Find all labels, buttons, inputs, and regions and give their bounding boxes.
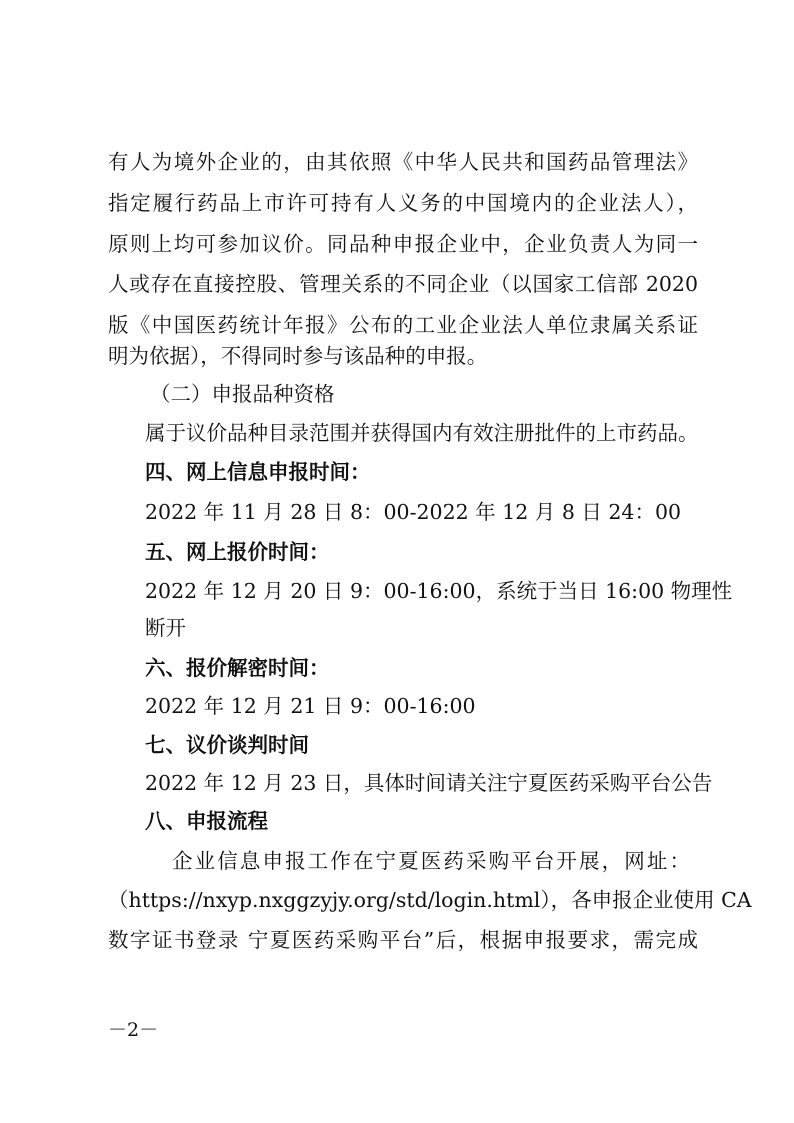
body-line: 企业信息申报工作在宁夏医药采购平台开展，网址： <box>172 849 690 873</box>
body-line: 版《中国医药统计年报》公布的工业企业法人单位隶属关系证 <box>108 313 698 337</box>
subsection-heading: （二）申报品种资格 <box>150 382 335 406</box>
page-number: －2－ <box>108 1019 159 1041</box>
section-heading: 八、申报流程 <box>145 809 268 833</box>
section-heading: 四、网上信息申报时间： <box>145 460 371 484</box>
schedule-line: 2022 年 12 月 20 日 9：00-16:00，系统于当日 16:00 物理性 <box>145 579 733 603</box>
body-line: 有人为境外企业的，由其依照《中华人民共和国药品管理法》 <box>108 150 698 174</box>
schedule-line: 断开 <box>145 616 186 640</box>
body-line: 数字证书登录 宁夏医药采购平台”后，根据申报要求，需完成 <box>108 928 698 952</box>
body-line: 原则上均可参加议价。同品种申报企业中，企业负责人为同一 <box>108 232 698 256</box>
schedule-line: 2022 年 11 月 28 日 8：00-2022 年 12 月 8 日 24：00 <box>145 500 682 524</box>
body-line: 属于议价品种目录范围并获得国内有效注册批件的上市药品。 <box>145 421 699 445</box>
section-heading: 五、网上报价时间： <box>145 540 330 564</box>
schedule-line: 2022 年 12 月 23 日，具体时间请关注宁夏医药采购平台公告 <box>145 771 713 795</box>
body-line: 明为依据），不得同时参与该品种的申报。 <box>108 344 488 368</box>
body-line: 指定履行药品上市许可持有人义务的中国境内的企业法人）， <box>108 191 698 215</box>
section-heading: 七、议价谈判时间 <box>145 733 309 757</box>
section-heading: 六、报价解密时间： <box>145 656 330 680</box>
schedule-line: 2022 年 12 月 21 日 9：00-16:00 <box>145 694 476 718</box>
body-line: （https://nxyp.nxggzyjy.org/std/login.html），各申报企业使用 CA <box>108 888 752 912</box>
body-line: 人或存在直接控股、管理关系的不同企业（以国家工信部 2020 <box>108 272 698 296</box>
